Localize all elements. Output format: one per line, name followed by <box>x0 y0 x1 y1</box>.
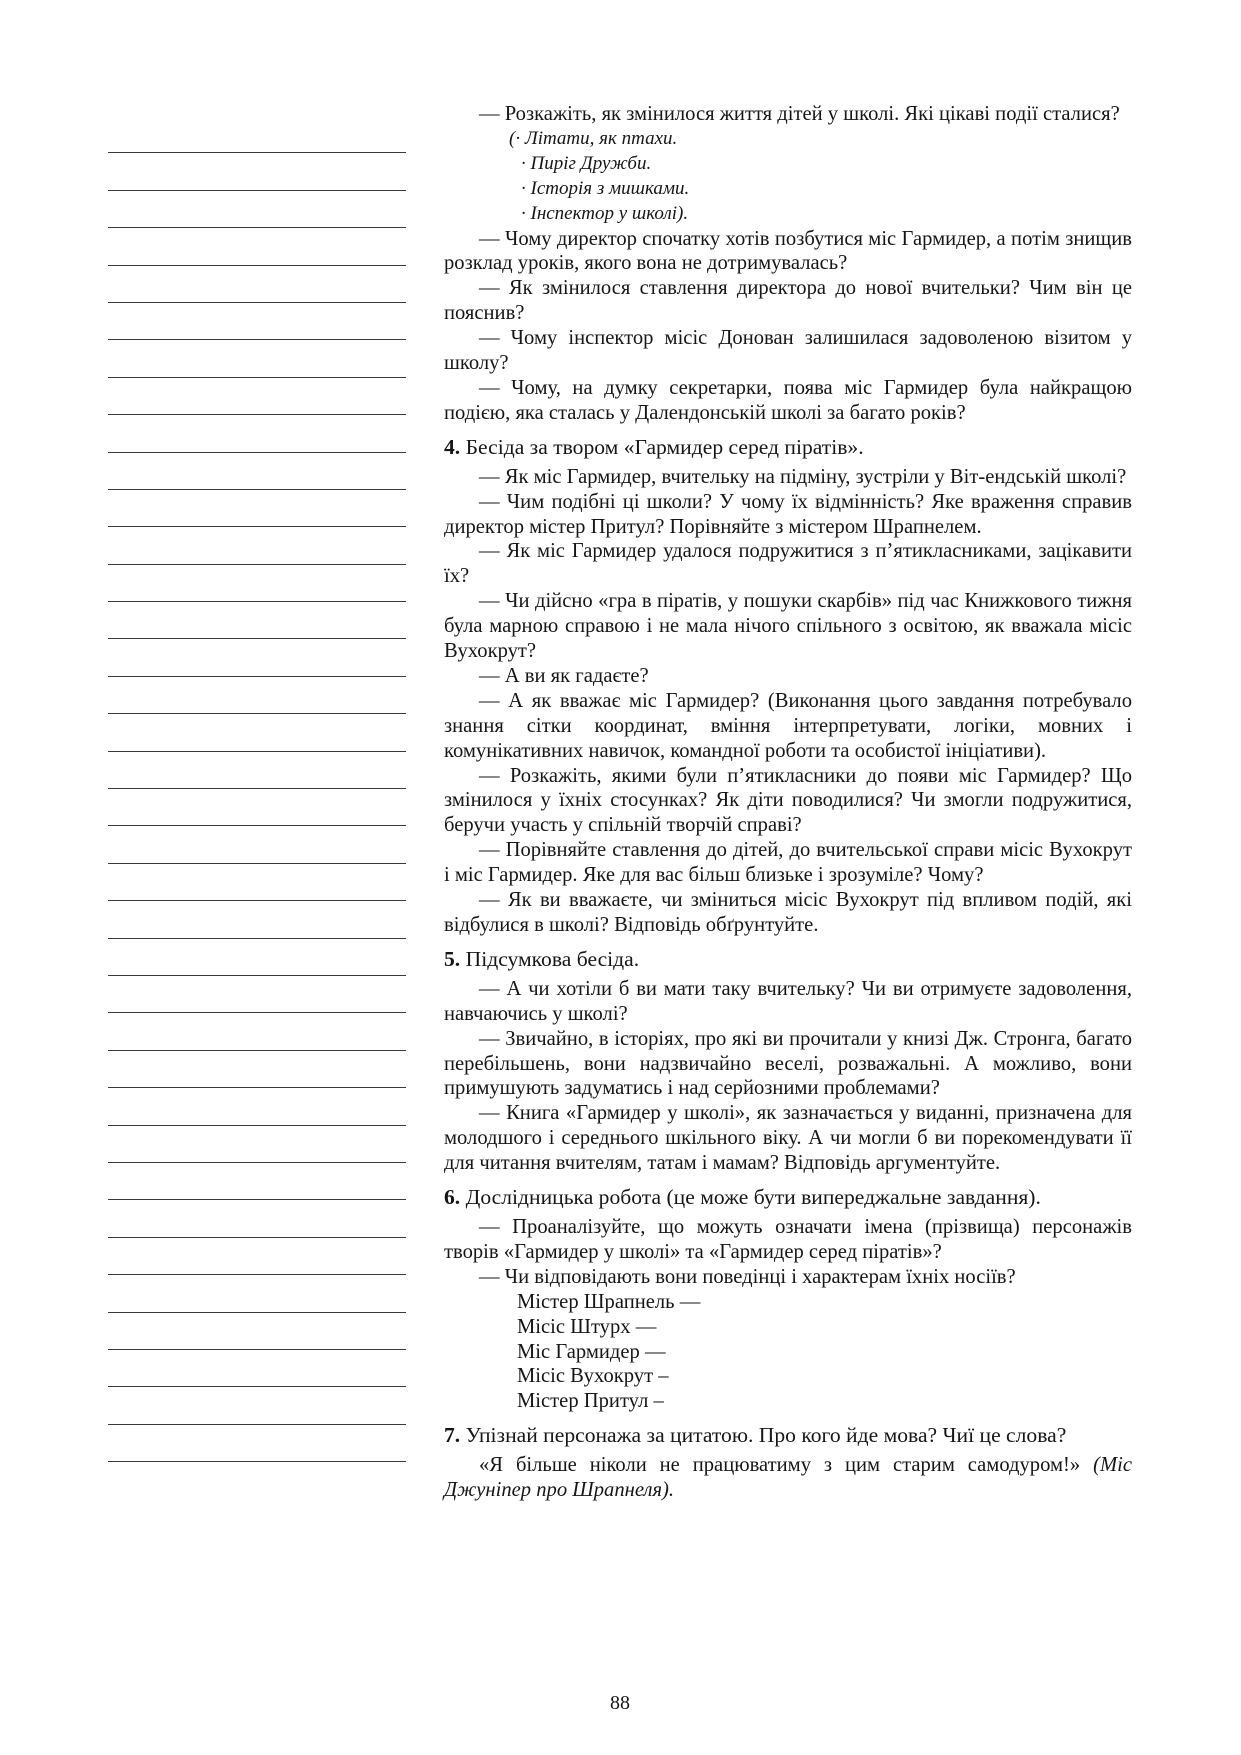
character-name: Міс Гармидер — <box>517 1340 666 1363</box>
margin-line <box>108 1387 406 1424</box>
character-name: Містер Притул – <box>517 1390 664 1413</box>
margin-line <box>108 1350 406 1387</box>
margin-line <box>108 266 406 303</box>
margin-line <box>108 1238 406 1275</box>
margin-line <box>108 303 406 340</box>
margin-line <box>108 116 406 153</box>
question: — Як міс Гармидер удалося подружитися з п’ятикласниками, зацікавити їх? <box>444 540 1132 588</box>
margin-line <box>108 153 406 190</box>
quote <box>444 1453 1132 1503</box>
question: — Проаналізуйте, що можуть означати імена (прізвища) персонажів творів «Гармидер у школі» та «Гармидер серед піратів»? <box>444 1215 1132 1263</box>
question: — А як вважає міс Гармидер? (Виконання цього завдання потребувало знання сітки координат, вміння інтерпретувати, логіки, мовних і комунікативних навичок, командної роботи та особистої ініціативи). <box>444 689 1132 762</box>
question: — Як міс Гармидер, вчительку на підміну, зустріли у Віт-ендській школі? <box>479 465 1127 488</box>
question: — Як ви вважаєте, чи зміниться місіс Вухокрут під впливом подій, які відбулися в школі? Відповідь обґрунтуйте. <box>444 889 1132 936</box>
question: — Чи дійсно «гра в піратів, у пошуки скарбів» під час Книжкового тижня була марною справою і не мала нічого спільного з освітою, як вважала місіс Вухокрут? <box>444 590 1132 663</box>
margin-line <box>108 976 406 1013</box>
margin-line <box>108 939 406 976</box>
margin-line <box>108 340 406 377</box>
section-number: 7. <box>444 1423 461 1448</box>
margin-line <box>108 826 406 863</box>
margin-line <box>108 378 406 415</box>
topic-item: (· Літати, як птахи. <box>509 127 678 149</box>
margin-line <box>108 228 406 265</box>
character-name: Місіс Штурх — <box>517 1315 657 1338</box>
question: — Чим подібні ці школи? У чому їх відмінність? Яке враження справив директор містер Притул? Порівняйте з містером Шрапнелем. <box>444 490 1132 538</box>
topic-item: · Пиріг Дружби. <box>521 152 652 174</box>
section-title: Бесіда за твором «Гармидер серед піратів». <box>465 434 864 459</box>
question: — Звичайно, в історіях, про які ви прочитали у книзі Дж. Стронга, багато перебільшень, вони надзвичайно веселі, розважальні. А можливо, вони примушують задуматись і над серйозними проблемами? <box>444 1027 1132 1100</box>
margin-line <box>108 901 406 938</box>
section-heading <box>444 435 1132 460</box>
section-title: Упізнай персонажа за цитатою. Про кого йде мова? Чиї це слова? <box>465 1423 1067 1448</box>
margin-line <box>108 1200 406 1237</box>
question: — Як змінилося ставлення директора до нової вчительки? Чим він це пояснив? <box>444 277 1132 325</box>
margin-line <box>108 415 406 452</box>
main-text <box>444 102 1132 1503</box>
margin-line <box>108 1425 406 1462</box>
margin-line <box>108 1088 406 1125</box>
margin-line <box>108 490 406 527</box>
question: — Розкажіть, як змінилося життя дітей у школі. Які цікаві події сталися? <box>479 103 1120 125</box>
question: — А чи хотіли б ви мати таку вчительку? Чи ви отримуєте задоволення, навчаючись у школі? <box>444 977 1132 1025</box>
question: — Розкажіть, якими були п’ятикласники до появи міс Гармидер? Що змінилося у їхніх стосунках? Як діти поводилися? Чи змогли подружитися, беручи участь у спільній творчій справі? <box>444 764 1132 837</box>
topic-item: · Інспектор у школі). <box>521 202 689 224</box>
section-title: Дослідницька робота (це може бути випереджальне завдання). <box>465 1185 1041 1210</box>
section-heading <box>444 947 1132 972</box>
topic-item: · Історія з мишками. <box>521 177 690 199</box>
quote-text: «Я більше ніколи не працюватиму з цим старим самодуром!» <box>479 1454 1081 1477</box>
quote-source: (Міс Джуніпер про Шрапнеля). <box>444 1454 1132 1502</box>
margin-line <box>108 1313 406 1350</box>
margin-line <box>108 864 406 901</box>
margin-line <box>108 677 406 714</box>
question: — Чи відповідають вони поведінці і характерам їхніх носіїв? <box>479 1265 1016 1288</box>
margin-line <box>108 191 406 228</box>
topic-list <box>444 127 1132 227</box>
notes-margin <box>108 116 406 1462</box>
character-name: Містер Шрапнель — <box>517 1290 701 1313</box>
question: — Чому директор спочатку хотів позбутися міс Гармидер, а потім знищив розклад уроків, якого вона не дотримувалась? <box>444 227 1132 275</box>
margin-line <box>108 639 406 676</box>
page-number: 88 <box>610 1692 630 1714</box>
section-number: 4. <box>444 434 461 459</box>
margin-line <box>108 1013 406 1050</box>
margin-line <box>108 752 406 789</box>
margin-line <box>108 714 406 751</box>
margin-line <box>108 1126 406 1163</box>
margin-line <box>108 1275 406 1312</box>
margin-line <box>108 789 406 826</box>
margin-line <box>108 565 406 602</box>
question: — А ви як гадаєте? <box>479 664 649 687</box>
character-name: Місіс Вухокрут – <box>517 1365 669 1388</box>
section-number: 6. <box>444 1185 461 1210</box>
character-list <box>444 1290 1132 1415</box>
section-number: 5. <box>444 946 461 971</box>
section-title: Підсумкова бесіда. <box>465 946 640 971</box>
section-heading <box>444 1185 1132 1210</box>
margin-line <box>108 453 406 490</box>
margin-line <box>108 1163 406 1200</box>
question: — Книга «Гармидер у школі», як зазначається у виданні, призначена для молодшого і середнього шкільного віку. А чи могли б ви порекомендувати її для читання вчителям, татам і мамам? Відповідь аргументуйте. <box>444 1102 1132 1175</box>
question: — Порівняйте ставлення до дітей, до вчительської справи місіс Вухокрут і міс Гармидер. Яке для вас більш близьке і зрозуміле? Чому? <box>444 839 1132 887</box>
margin-line <box>108 527 406 564</box>
margin-line <box>108 1051 406 1088</box>
question: — Чому інспектор місіс Донован залишилася задоволеною візитом у школу? <box>444 327 1132 375</box>
question: — Чому, на думку секретарки, поява міс Гармидер була найкращою подією, яка сталась у Далендонській школі за багато років? <box>444 376 1132 424</box>
section-heading <box>444 1423 1132 1448</box>
margin-line <box>108 602 406 639</box>
